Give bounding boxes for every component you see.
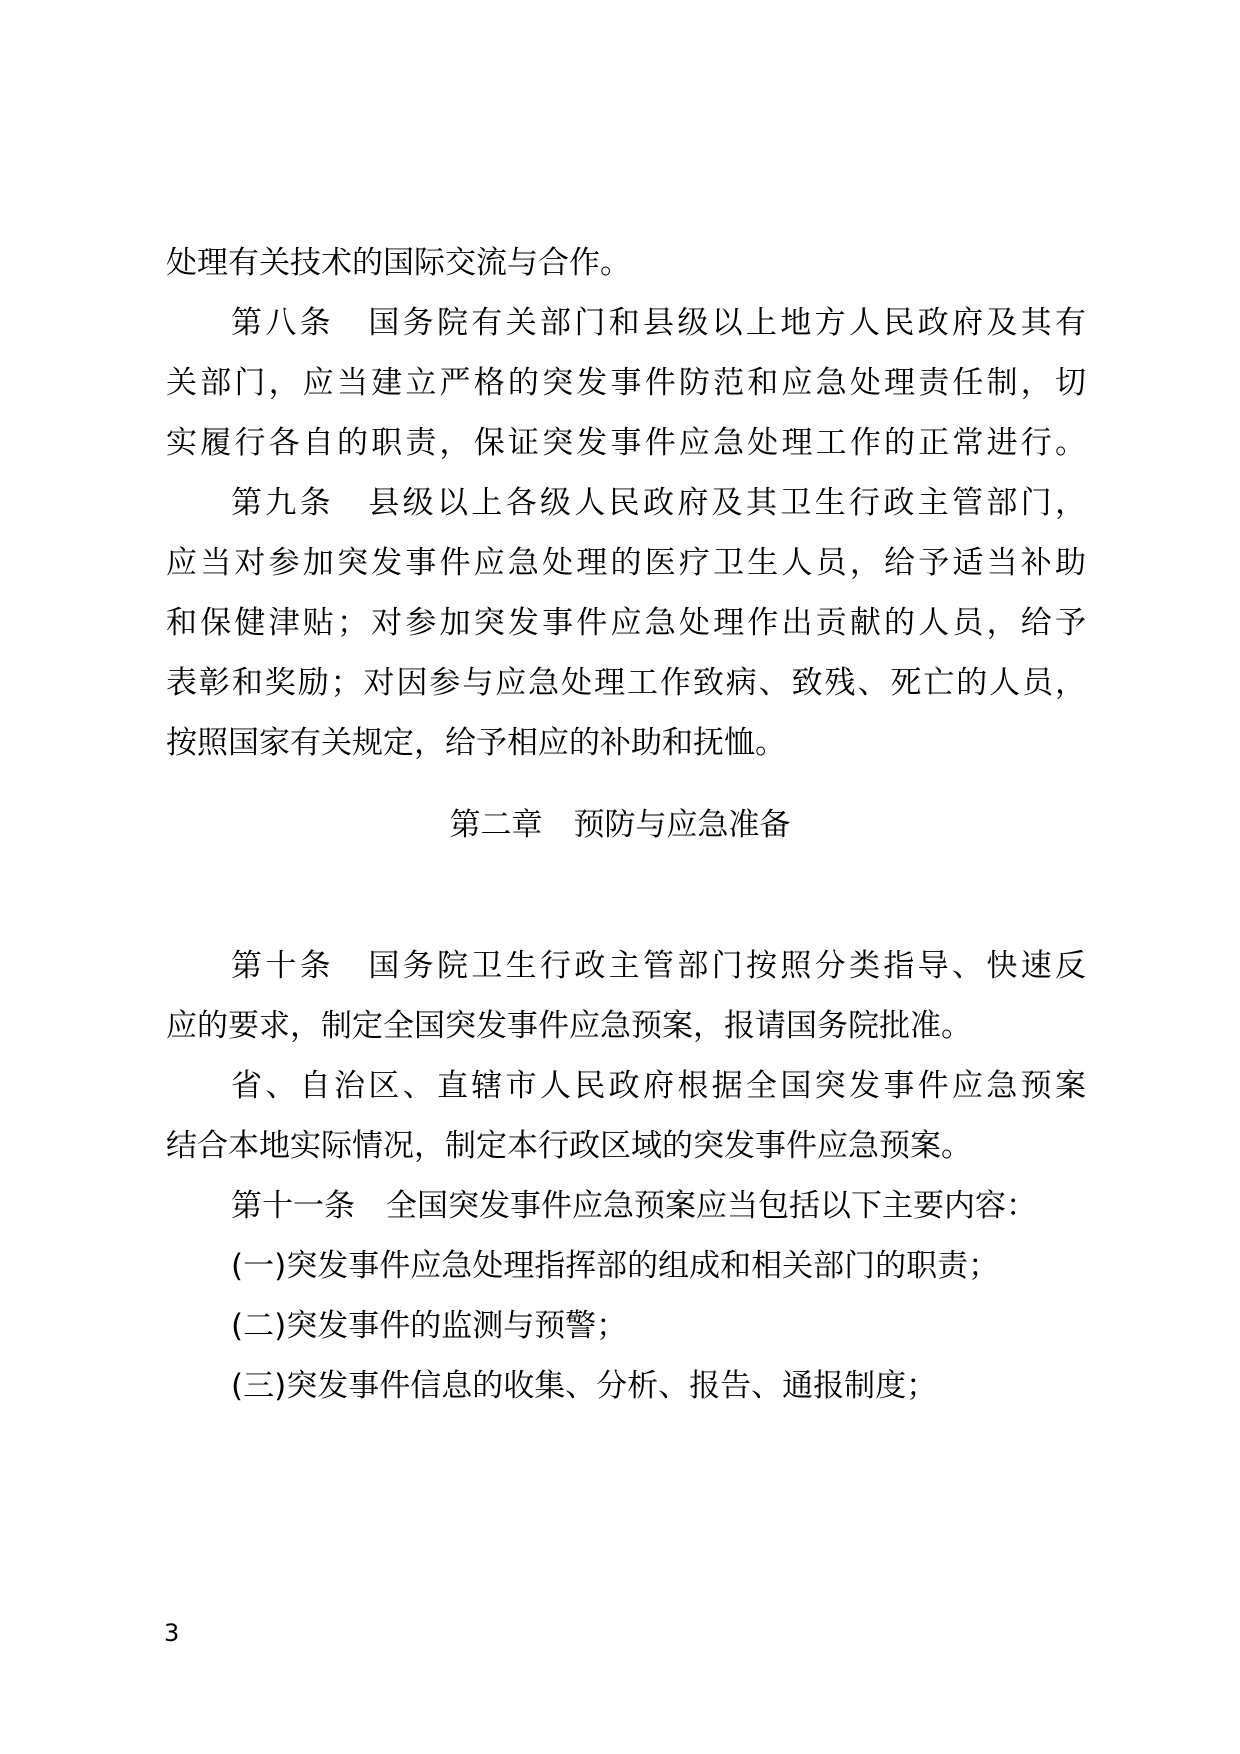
text-line: 按照国家有关规定，给予相应的补助和抚恤。 (166, 725, 786, 761)
text-line: 结合本地实际情况，制定本行政区域的突发事件应急预案。 (166, 1128, 972, 1164)
chapter-heading: 第二章 预防与应急准备 (449, 807, 791, 843)
text-line: 实履行各自的职责，保证突发事件应急处理工作的正常进行。 (166, 425, 1086, 461)
text-line: 应的要求，制定全国突发事件应急预案，报请国务院批准。 (166, 1008, 972, 1044)
text-line: 表彰和奖励；对因参与应急处理工作致病、致残、死亡的人员， (166, 665, 1086, 701)
article-11-line: 第十一条 全国突发事件应急预案应当包括以下主要内容： (231, 1188, 1037, 1224)
page-number: 3 (164, 1619, 180, 1647)
text-line: 省、自治区、直辖市人民政府根据全国突发事件应急预案 (231, 1068, 1086, 1104)
article-10-line: 第十条 国务院卫生行政主管部门按照分类指导、快速反 (231, 948, 1086, 984)
text-line: 和保健津贴；对参加突发事件应急处理作出贡献的人员，给予 (166, 605, 1086, 641)
text-line: 处理有关技术的国际交流与合作。 (166, 245, 631, 281)
text-line: 应当对参加突发事件应急处理的医疗卫生人员，给予适当补助 (166, 545, 1086, 581)
article-8-line: 第八条 国务院有关部门和县级以上地方人民政府及其有 (231, 305, 1086, 341)
list-item: (三)突发事件信息的收集、分析、报告、通报制度； (231, 1368, 938, 1404)
text-line: 关部门，应当建立严格的突发事件防范和应急处理责任制，切 (166, 365, 1086, 401)
article-9-line: 第九条 县级以上各级人民政府及其卫生行政主管部门， (231, 485, 1086, 521)
list-item: (二)突发事件的监测与预警； (231, 1308, 628, 1344)
list-item: (一)突发事件应急处理指挥部的组成和相关部门的职责； (231, 1248, 1000, 1284)
